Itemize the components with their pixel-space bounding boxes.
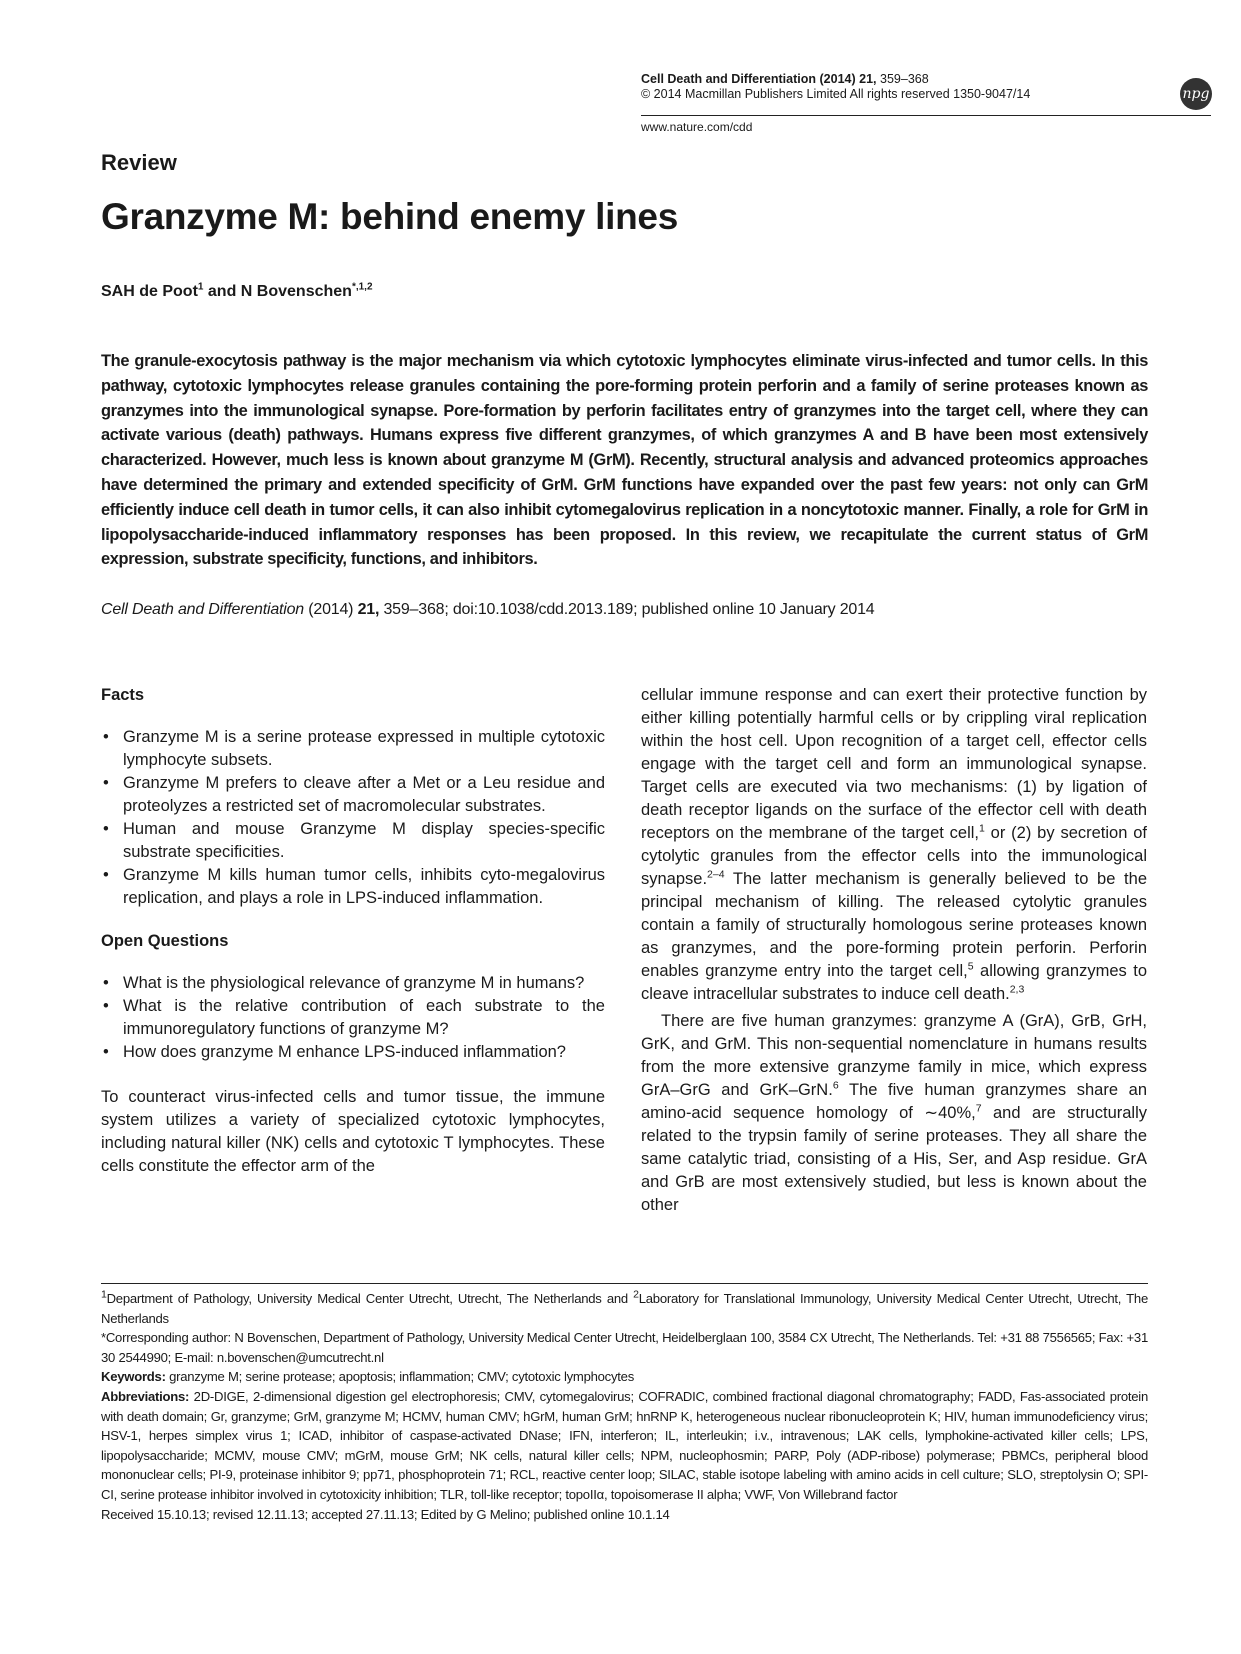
body-text-segment: The latter mechanism is generally believed to be the principal mechanism of killing. The released cytolytic granules contain a family of structurally homologous serine proteases known as granzymes, and the pore-forming protein perforin. Perforin enables granzyme entry into the target cell, [641, 870, 1147, 980]
article-type-label: Review [101, 150, 177, 175]
journal-year: (2014) [819, 72, 856, 86]
copyright: © 2014 Macmillan Publishers Limited All rights reserved 1350-9047/14 [641, 87, 1031, 101]
body-paragraph [641, 1010, 1147, 1217]
affiliation-text: Laboratory for Translational Immunology, University Medical Center Utrecht, Utrecht, The Netherlands [101, 1291, 1148, 1326]
open-questions-list [101, 972, 605, 1064]
body-text-segment: There are five human granzymes: granzyme A (GrA), GrB, GrH, GrK, and GrM. This non-sequential nomenclature in humans results from the more extensive granzyme family in mice, which express GrA–GrG and GrK–GrN. [641, 1012, 1147, 1099]
left-column [101, 684, 605, 1178]
footer-divider [101, 1283, 1148, 1284]
keywords-label: Keywords: [101, 1369, 166, 1385]
reference-mark[interactable]: 1 [979, 822, 985, 835]
list-item: • Human and mouse Granzyme M display species-specific substrate specificities. [101, 818, 605, 864]
reference-mark[interactable]: 6 [832, 1079, 839, 1092]
abstract: The granule-exocytosis pathway is the major mechanism via which cytotoxic lymphocytes eliminate virus-infected and tumor cells. In this pathway, cytotoxic lymphocytes release granules containing the pore-forming protein perforin and a family of serine proteases known as granzymes into the immunological synapse. Pore-formation by perforin facilitates entry of granzymes into the target cell, where they can activate various (death) pathways. Humans express five different granzymes, of which granzymes A and B have been most extensively characterized. However, much less is known about granzyme M (GrM). Recently, structural analysis and advanced proteomics approaches have determined the primary and extended specificity of GrM. GrM functions have expanded over the past few years: not only can GrM efficiently induce cell death in tumor cells, it can also inhibit cytomegalovirus replication in a noncytotoxic manner. Finally, a role for GrM in lipopolysaccharide-induced inflammatory responses has been proposed. In this review, we recapitulate the current status of GrM expression, substrate specificity, functions, and inhibitors. [101, 352, 1148, 569]
author-name: SAH de Poot [101, 283, 198, 300]
affiliation-mark: 1 [101, 1288, 107, 1301]
journal-header [641, 72, 1201, 102]
list-item: • What is the relative contribution of each substrate to the immunoregulatory functions of granzyme M? [101, 995, 605, 1041]
open-questions-heading: Open Questions [101, 932, 229, 950]
abbreviations-label: Abbreviations: [101, 1388, 190, 1404]
affiliations [101, 1289, 1148, 1328]
author-name: and N Bovenschen [203, 283, 352, 300]
reference-mark[interactable]: 7 [975, 1102, 982, 1115]
article-citation [101, 601, 875, 619]
journal-pages: 359–368 [880, 72, 929, 86]
list-item: • What is the physiological relevance of granzyme M in humans? [101, 972, 605, 995]
author-affiliation-mark: 1 [197, 281, 204, 293]
abbreviations-text: 2D-DIGE, 2-dimensional digestion gel electrophoresis; CMV, cytomegalovirus; COFRADIC, combined fractional diagonal chromatography; FADD, Fas-associated protein with death domain; Gr, granzyme; GrM, granzyme M; HCMV, human CMV; hGrM, human GrM; hnRNP K, heterogeneous nuclear ribonucleoprotein K; HIV, human immunodeficiency virus; HSV-1, herpes simplex virus 1; ICAD, inhibitor of caspase-activated DNase; IFN, interferon; IL, interleukin; i.v., intravenous; LAK cells, lymphokine-activated killer cells; LPS, lipopolysaccharide; MCMV, mouse CMV; mGrM, mouse GrM; NK cells, natural killer cells; NPM, nucleophosmin; PARP, Poly (ADP-ribose) polymerase; PBMCs, peripheral blood mononuclear cells; PI-9, proteinase inhibitor 9; pp71, phosphoprotein 71; RCL, reactive center loop; SILAC, stable isotope labeling with amino acids in cell culture; SLO, streptolysin O; SPI-CI, serine protease inhibitor involved in cytotoxicity inhibition; TLR, toll-like receptor; topoIIα, topoisomerase II alpha; VWF, Von Willebrand factor [101, 1388, 1148, 1502]
citation-volume: 21, [357, 601, 380, 618]
reference-mark[interactable]: 2,3 [1009, 983, 1025, 996]
list-item: • How does granzyme M enhance LPS-induced inflammation? [101, 1041, 605, 1064]
abbreviations [101, 1387, 1148, 1505]
citation-year: (2014) [304, 601, 358, 618]
npg-logo-icon: npg [1180, 78, 1212, 110]
citation-journal: Cell Death and Differentiation [101, 601, 305, 618]
body-text-segment: and are structurally related to the trypsin family of serine proteases. They all share the same catalytic triad, consisting of a His, Ser, and Asp residue. GrA and GrB are most extensively studied, but less is known about the other [641, 1104, 1147, 1214]
body-text-segment: cellular immune response and can exert their protective function by either killing potentially harmful cells or by crippling viral replication within the host cell. Upon recognition of a target cell, effector cells engage with the target cell and form an immunological synapse. Target cells are executed via two mechanisms: (1) by ligation of death receptor ligands on the surface of the effector cell with death receptors on the membrane of the target cell, [641, 686, 1147, 842]
body-paragraph [641, 684, 1147, 1006]
received-dates: Received 15.10.13; revised 12.11.13; accepted 27.11.13; Edited by G Melino; published online 10.1.14 [101, 1506, 670, 1522]
body-paragraph: To counteract virus-infected cells and tumor tissue, the immune system utilizes a variety of specialized cytotoxic lymphocytes, including natural killer (NK) cells and cytotoxic T lymphocytes. These cells constitute the effector arm of the [101, 1088, 605, 1175]
article-title: Granzyme M: behind enemy lines [101, 196, 678, 237]
facts-list [101, 726, 605, 910]
facts-heading: Facts [101, 686, 145, 704]
list-item: • Granzyme M kills human tumor cells, inhibits cyto-megalovirus replication, and plays a role in LPS-induced inflammation. [101, 864, 605, 910]
author-affiliation-mark: *,1,2 [351, 281, 373, 293]
body-text-segment: or (2) by secretion of cytolytic granules from the effector cells into the immunological synapse. [641, 824, 1147, 888]
journal-name: Cell Death and Differentiation [641, 72, 817, 86]
footnotes [101, 1289, 1148, 1524]
affiliation-mark: 2 [633, 1288, 639, 1301]
journal-website-link[interactable]: www.nature.com/cdd [641, 120, 753, 134]
journal-volume: 21, [859, 72, 877, 86]
list-item: • Granzyme M is a serine protease expressed in multiple cytotoxic lymphocyte subsets. [101, 726, 605, 772]
affiliation-text: Department of Pathology, University Medical Center Utrecht, Utrecht, The Netherlands and [106, 1291, 634, 1306]
journal-citation-line [641, 72, 1201, 87]
body-text-segment: allowing granzymes to cleave intracellular substrates to induce cell death. [641, 962, 1147, 1003]
author-line [101, 283, 373, 301]
citation-details: 359–368; doi:10.1038/cdd.2013.189; published online 10 January 2014 [379, 601, 875, 618]
header-divider [641, 115, 1211, 116]
reference-mark[interactable]: 5 [967, 960, 974, 973]
body-text-segment: The five human granzymes share an amino-acid sequence homology of ∼40%, [641, 1081, 1148, 1122]
reference-mark[interactable]: 2–4 [707, 868, 725, 881]
list-item: • Granzyme M prefers to cleave after a Met or a Leu residue and proteolyzes a restricted set of macromolecular substrates. [101, 772, 605, 818]
right-column [641, 684, 1147, 1217]
keywords [101, 1367, 1148, 1387]
keywords-text: granzyme M; serine protease; apoptosis; inflammation; CMV; cytotoxic lymphocytes [165, 1369, 634, 1385]
corresponding-author: *Corresponding author: N Bovenschen, Department of Pathology, University Medical Center Utrecht, Heidelberglaan 100, 3584 CX Utrecht, The Netherlands. Tel: +31 88 7556565; Fax: +31 30 2544990; E-mail: n.bovenschen@umcutrecht.nl [101, 1330, 1148, 1365]
